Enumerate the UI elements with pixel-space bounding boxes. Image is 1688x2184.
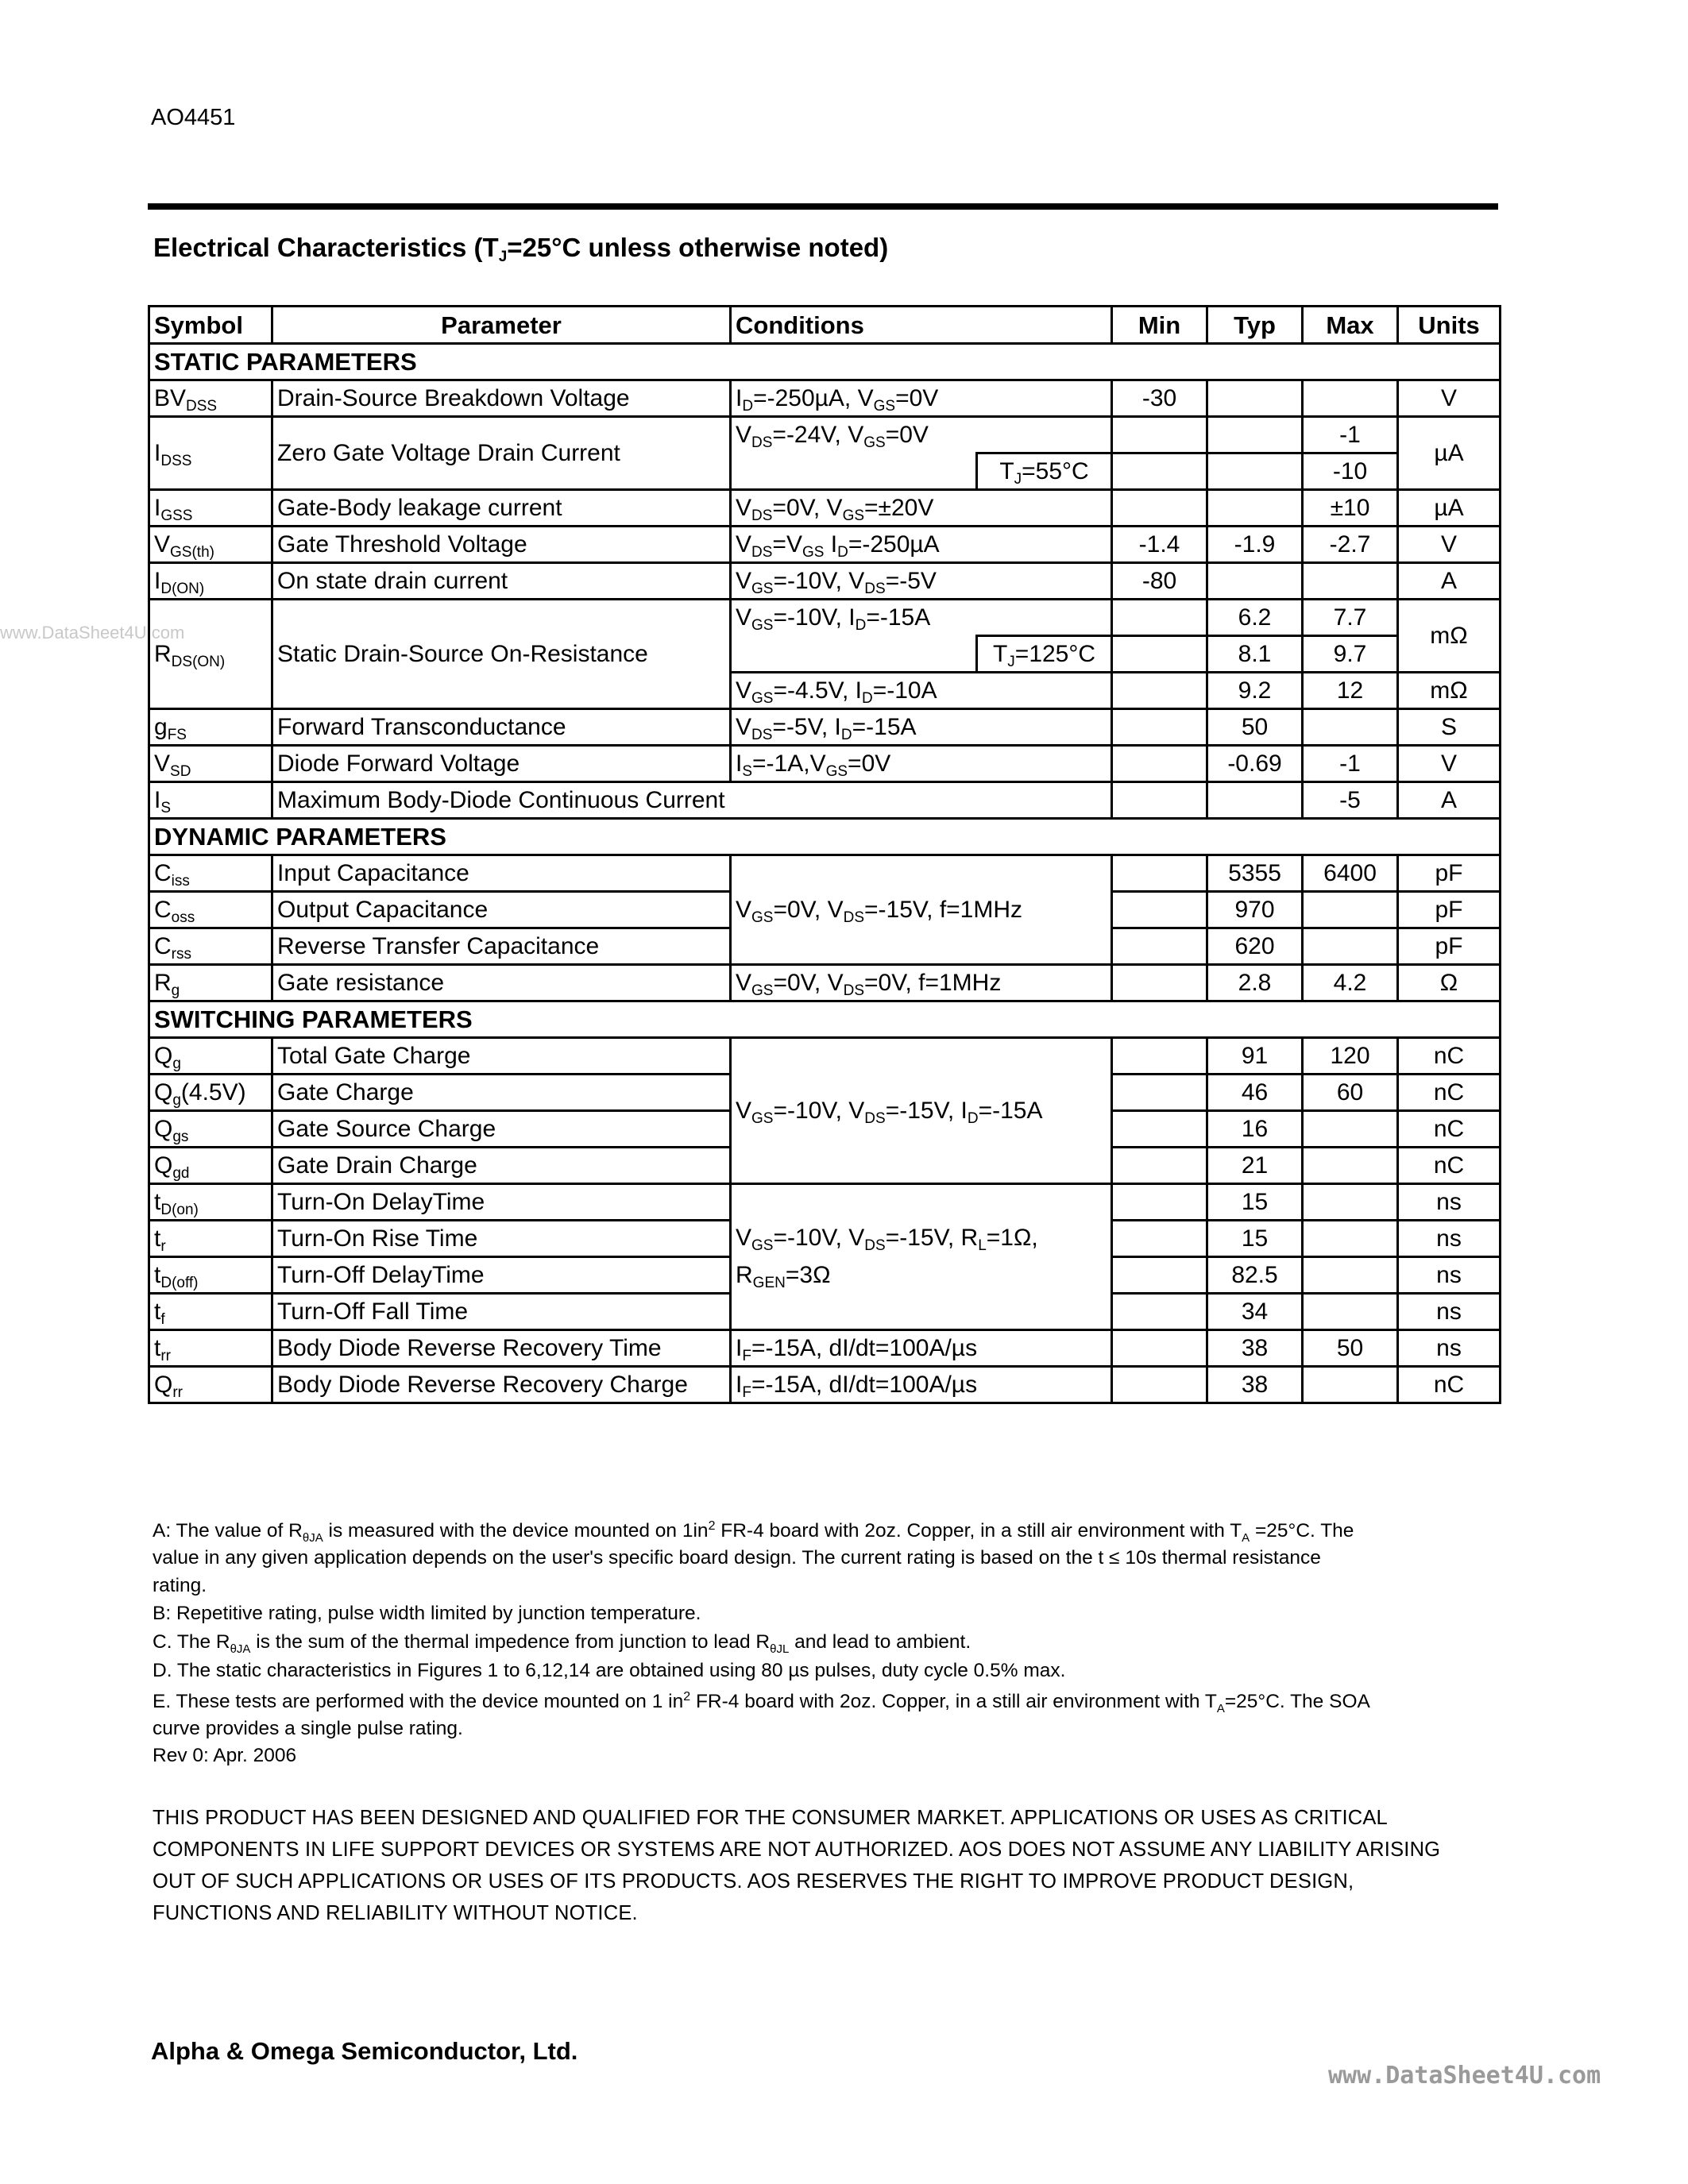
table-header-row (149, 307, 1501, 344)
max-cell: -2.7 (1303, 527, 1398, 563)
units-cell: V (1398, 380, 1501, 417)
parameter-cell: Forward Transconductance (272, 709, 731, 746)
watermark-right: www.DataSheet4U.com (1328, 2062, 1601, 2089)
parameter-cell: Gate Charge (272, 1075, 731, 1111)
typ-cell: 6.2 (1207, 600, 1303, 636)
conditions-cell: $V_{DS}=-24V$, $V_{GS}=0V$ (731, 417, 1112, 453)
symbol-cell: $V_{GS(th)}$ (149, 527, 272, 563)
min-cell (1112, 855, 1207, 892)
units-cell: ns (1398, 1257, 1501, 1294)
parameter-cell: Reverse Transfer Capacitance (272, 928, 731, 965)
min-cell (1112, 928, 1207, 965)
conditions-cell: $V_{GS}=0V$, $V_{DS}=0V$, f=1MHz (731, 965, 1112, 1001)
max-cell (1303, 892, 1398, 928)
min-cell (1112, 490, 1207, 527)
section-title: Electrical Characteristics ($T_J=25^\circ C$ unless otherwise noted) (153, 233, 889, 265)
min-cell (1112, 1367, 1207, 1403)
max-cell: 9.7 (1303, 636, 1398, 673)
conditions-cell: $V_{DS}=0V$, $V_{GS}=\pm 20V$ (731, 490, 1112, 527)
conditions-cell (731, 1184, 1112, 1330)
symbol-cell: $t_{D(on)}$ (149, 1184, 272, 1221)
conditions-cell: $V_{DS}=V_{GS}$ $I_D=-250\mu A$ (731, 527, 1112, 563)
conditions-cell: $I_F=-15A$, dI/dt=100A/µs (731, 1330, 1112, 1367)
symbol-cell: $BV_{DSS}$ (149, 380, 272, 417)
max-cell: ±10 (1303, 490, 1398, 527)
col-header-units: Units (1398, 307, 1501, 344)
min-cell (1112, 892, 1207, 928)
units-cell: ns (1398, 1184, 1501, 1221)
units-cell: A (1398, 563, 1501, 600)
section-row (149, 344, 1501, 380)
max-cell: 60 (1303, 1075, 1398, 1111)
units-cell: nC (1398, 1111, 1501, 1148)
min-cell (1112, 1294, 1207, 1330)
parameter-cell: Diode Forward Voltage (272, 746, 731, 782)
section-dynamic: DYNAMIC PARAMETERS (149, 819, 1501, 855)
conditions-cell: $I_D=-250\mu A$, $V_{GS}=0V$ (731, 380, 1112, 417)
typ-cell: 620 (1207, 928, 1303, 965)
typ-cell: 16 (1207, 1111, 1303, 1148)
note-d: D. The static characteristics in Figures 1 to 6,12,14 are obtained using 80 µs pulses, duty cycle 0.5% max. (153, 1660, 1066, 1681)
units-cell: pF (1398, 892, 1501, 928)
units-cell: ns (1398, 1294, 1501, 1330)
typ-cell: 5355 (1207, 855, 1303, 892)
disclaimer-line: FUNCTIONS AND RELIABILITY WITHOUT NOTICE. (153, 1902, 638, 1924)
typ-cell: 46 (1207, 1075, 1303, 1111)
typ-cell: 2.8 (1207, 965, 1303, 1001)
typ-cell: -1.9 (1207, 527, 1303, 563)
typ-cell: 15 (1207, 1184, 1303, 1221)
min-cell (1112, 1148, 1207, 1184)
table-row (149, 782, 1501, 819)
max-cell (1303, 1148, 1398, 1184)
parameter-cell: Turn-On Rise Time (272, 1221, 731, 1257)
conditions-line: $R_{GEN}=3\Omega$ (736, 1261, 831, 1291)
max-cell: -5 (1303, 782, 1398, 819)
parameter-cell: Body Diode Reverse Recovery Charge (272, 1367, 731, 1403)
conditions-cell: $V_{GS}=-10V$, $V_{DS}=-15V$, $I_D=-15A$ (731, 1038, 1112, 1184)
symbol-cell: $Q_{rr}$ (149, 1367, 272, 1403)
revision-note: Rev 0: Apr. 2006 (153, 1745, 297, 1766)
units-cell: µA (1398, 417, 1501, 490)
parameter-cell: On state drain current (272, 563, 731, 600)
units-cell: pF (1398, 928, 1501, 965)
min-cell (1112, 1038, 1207, 1075)
table-row (149, 855, 1501, 892)
min-cell: -1.4 (1112, 527, 1207, 563)
conditions-cell: $V_{GS}=-10V$, $I_D=-15A$ (731, 600, 1112, 636)
conditions-tj-cell: $T_J=125^\circ C$ (977, 636, 1112, 673)
col-header-max: Max (1303, 307, 1398, 344)
parameter-cell: Gate Threshold Voltage (272, 527, 731, 563)
symbol-cell: $g_{FS}$ (149, 709, 272, 746)
parameter-cell: Turn-Off Fall Time (272, 1294, 731, 1330)
max-cell: -1 (1303, 746, 1398, 782)
typ-cell (1207, 417, 1303, 453)
parameter-cell: Body Diode Reverse Recovery Time (272, 1330, 731, 1367)
min-cell (1112, 1221, 1207, 1257)
note-b: B: Repetitive rating, pulse width limited by junction temperature. (153, 1603, 701, 1624)
table-row (149, 1367, 1501, 1403)
symbol-cell: $V_{SD}$ (149, 746, 272, 782)
conditions-spacer (731, 636, 977, 673)
disclaimer-line: COMPONENTS IN LIFE SUPPORT DEVICES OR SYSTEMS ARE NOT AUTHORIZED. AOS DOES NOT ASSUME ANY LIABILITY ARISING (153, 1839, 1441, 1861)
units-cell: µA (1398, 490, 1501, 527)
max-cell: 50 (1303, 1330, 1398, 1367)
table-row (149, 600, 1501, 636)
symbol-cell: $R_{DS(ON)}$ (149, 600, 272, 709)
note-c: C. The $R_{\theta JA}$ is the sum of the thermal impedence from junction to lead $R_{\theta JL}$ and lead to ambient. (153, 1631, 971, 1656)
table-row (149, 1038, 1501, 1075)
units-cell: ns (1398, 1330, 1501, 1367)
electrical-characteristics-table (148, 305, 1501, 1404)
max-cell (1303, 380, 1398, 417)
section-static: STATIC PARAMETERS (149, 344, 1501, 380)
parameter-cell: Gate resistance (272, 965, 731, 1001)
symbol-cell: $Q_{gs}$ (149, 1111, 272, 1148)
units-cell: V (1398, 527, 1501, 563)
parameter-cell: Output Capacitance (272, 892, 731, 928)
conditions-cell: $I_F=-15A$, dI/dt=100A/µs (731, 1367, 1112, 1403)
max-cell: 4.2 (1303, 965, 1398, 1001)
conditions-cell: $V_{GS}=-4.5V$, $I_D=-10A$ (731, 673, 1112, 709)
section-row (149, 819, 1501, 855)
units-cell: Ω (1398, 965, 1501, 1001)
min-cell (1112, 417, 1207, 453)
conditions-cell: $V_{GS}=0V$, $V_{DS}=-15V$, f=1MHz (731, 855, 1112, 965)
units-cell: nC (1398, 1075, 1501, 1111)
table-row (149, 1184, 1501, 1221)
part-number: AO4451 (151, 105, 236, 130)
table-row (149, 709, 1501, 746)
min-cell (1112, 709, 1207, 746)
min-cell (1112, 1111, 1207, 1148)
typ-cell: 38 (1207, 1367, 1303, 1403)
units-cell: mΩ (1398, 673, 1501, 709)
max-cell (1303, 709, 1398, 746)
note-a-line2: value in any given application depends on the user's specific board design. The current rating is based on the t ≤ 10s thermal resistance (153, 1547, 1321, 1569)
symbol-cell: $t_{D(off)}$ (149, 1257, 272, 1294)
section-row (149, 1001, 1501, 1038)
table-row (149, 746, 1501, 782)
col-header-conditions: Conditions (731, 307, 1112, 344)
max-cell: -10 (1303, 453, 1398, 490)
conditions-tj-cell: $T_J=55^\circ C$ (977, 453, 1112, 490)
parameter-cell: Gate-Body leakage current (272, 490, 731, 527)
min-cell (1112, 746, 1207, 782)
symbol-cell: $R_g$ (149, 965, 272, 1001)
symbol-cell: $t_{rr}$ (149, 1330, 272, 1367)
symbol-cell: $I_{D(ON)}$ (149, 563, 272, 600)
symbol-cell: $Q_g(4.5V)$ (149, 1075, 272, 1111)
parameter-cell: Drain-Source Breakdown Voltage (272, 380, 731, 417)
units-cell: nC (1398, 1367, 1501, 1403)
conditions-line: $V_{GS}=-10V$, $V_{DS}=-15V$, $R_L=1\Omega$, (736, 1225, 1038, 1254)
typ-cell (1207, 563, 1303, 600)
typ-cell: 82.5 (1207, 1257, 1303, 1294)
disclaimer-line: OUT OF SUCH APPLICATIONS OR USES OF ITS PRODUCTS. AOS RESERVES THE RIGHT TO IMPROVE PRODUCT DESIGN, (153, 1870, 1354, 1893)
table-row (149, 563, 1501, 600)
symbol-cell: $I_{GSS}$ (149, 490, 272, 527)
col-header-symbol: Symbol (149, 307, 272, 344)
min-cell (1112, 636, 1207, 673)
symbol-cell: $I_S$ (149, 782, 272, 819)
table-row (149, 417, 1501, 453)
units-cell: V (1398, 746, 1501, 782)
units-cell: ns (1398, 1221, 1501, 1257)
min-cell (1112, 453, 1207, 490)
max-cell (1303, 1257, 1398, 1294)
typ-cell: 9.2 (1207, 673, 1303, 709)
symbol-cell: $C_{oss}$ (149, 892, 272, 928)
typ-cell (1207, 490, 1303, 527)
units-cell: S (1398, 709, 1501, 746)
max-cell (1303, 1184, 1398, 1221)
min-cell (1112, 1257, 1207, 1294)
max-cell: -1 (1303, 417, 1398, 453)
symbol-cell: $t_f$ (149, 1294, 272, 1330)
min-cell (1112, 600, 1207, 636)
units-cell: pF (1398, 855, 1501, 892)
min-cell (1112, 1184, 1207, 1221)
symbol-cell: $Q_g$ (149, 1038, 272, 1075)
header-rule (148, 203, 1498, 210)
typ-cell: 34 (1207, 1294, 1303, 1330)
footer-company: Alpha & Omega Semiconductor, Ltd. (151, 2037, 578, 2065)
max-cell: 6400 (1303, 855, 1398, 892)
parameter-cell: Gate Drain Charge (272, 1148, 731, 1184)
typ-cell: 15 (1207, 1221, 1303, 1257)
max-cell (1303, 928, 1398, 965)
table-row (149, 527, 1501, 563)
units-cell: nC (1398, 1148, 1501, 1184)
parameter-cell: Gate Source Charge (272, 1111, 731, 1148)
min-cell (1112, 1330, 1207, 1367)
parameter-cell: Zero Gate Voltage Drain Current (272, 417, 731, 490)
parameter-cell: Turn-Off DelayTime (272, 1257, 731, 1294)
units-cell: A (1398, 782, 1501, 819)
parameter-cell: Input Capacitance (272, 855, 731, 892)
conditions-cell: $V_{GS}=-10V$, $V_{DS}=-5V$ (731, 563, 1112, 600)
conditions-cell: $I_S=-1A,V_{GS}=0V$ (731, 746, 1112, 782)
col-header-parameter: Parameter (272, 307, 731, 344)
parameter-cell: Total Gate Charge (272, 1038, 731, 1075)
typ-cell (1207, 380, 1303, 417)
section-switching: SWITCHING PARAMETERS (149, 1001, 1501, 1038)
typ-cell: 8.1 (1207, 636, 1303, 673)
typ-cell: 970 (1207, 892, 1303, 928)
col-header-typ: Typ (1207, 307, 1303, 344)
conditions-cell: $V_{DS}=-5V$, $I_D=-15A$ (731, 709, 1112, 746)
max-cell: 12 (1303, 673, 1398, 709)
typ-cell: -0.69 (1207, 746, 1303, 782)
symbol-cell: $I_{DSS}$ (149, 417, 272, 490)
max-cell (1303, 1221, 1398, 1257)
table-row (149, 1330, 1501, 1367)
parameter-cell: Turn-On DelayTime (272, 1184, 731, 1221)
max-cell (1303, 1294, 1398, 1330)
note-e-line1: E. These tests are performed with the device mounted on 1 $in^2$ FR-4 board with 2oz. Copper, in a still air environment with $T_A=25^\circ C$. The SOA (153, 1690, 1370, 1716)
units-cell: nC (1398, 1038, 1501, 1075)
symbol-cell: $t_r$ (149, 1221, 272, 1257)
conditions-spacer (731, 453, 977, 490)
max-cell (1303, 1111, 1398, 1148)
symbol-cell: $C_{iss}$ (149, 855, 272, 892)
note-a-line3: rating. (153, 1575, 207, 1596)
min-cell (1112, 965, 1207, 1001)
note-a-line1: A: The value of $R_{\theta JA}$ is measured with the device mounted on $1in^2$ FR-4 board with 2oz. Copper, in a still air environment with $T_A =25^\circ C$. The (153, 1519, 1354, 1545)
min-cell (1112, 782, 1207, 819)
max-cell: 7.7 (1303, 600, 1398, 636)
table-row (149, 380, 1501, 417)
note-e-line2: curve provides a single pulse rating. (153, 1718, 463, 1739)
symbol-cell: $C_{rss}$ (149, 928, 272, 965)
typ-cell: 21 (1207, 1148, 1303, 1184)
parameter-cell: Maximum Body-Diode Continuous Current (272, 782, 1112, 819)
min-cell: -80 (1112, 563, 1207, 600)
typ-cell (1207, 782, 1303, 819)
symbol-cell: $Q_{gd}$ (149, 1148, 272, 1184)
disclaimer-line: THIS PRODUCT HAS BEEN DESIGNED AND QUALIFIED FOR THE CONSUMER MARKET. APPLICATIONS OR USES AS CRITICAL (153, 1807, 1388, 1829)
table-row (149, 490, 1501, 527)
typ-cell: 50 (1207, 709, 1303, 746)
typ-cell: 91 (1207, 1038, 1303, 1075)
max-cell (1303, 1367, 1398, 1403)
parameter-cell: Static Drain-Source On-Resistance (272, 600, 731, 709)
table-row (149, 965, 1501, 1001)
typ-cell (1207, 453, 1303, 490)
max-cell (1303, 563, 1398, 600)
min-cell (1112, 1075, 1207, 1111)
min-cell: -30 (1112, 380, 1207, 417)
typ-cell: 38 (1207, 1330, 1303, 1367)
units-cell: mΩ (1398, 600, 1501, 673)
watermark-left: www.DataSheet4U.com (0, 623, 185, 642)
col-header-min: Min (1112, 307, 1207, 344)
max-cell: 120 (1303, 1038, 1398, 1075)
min-cell (1112, 673, 1207, 709)
